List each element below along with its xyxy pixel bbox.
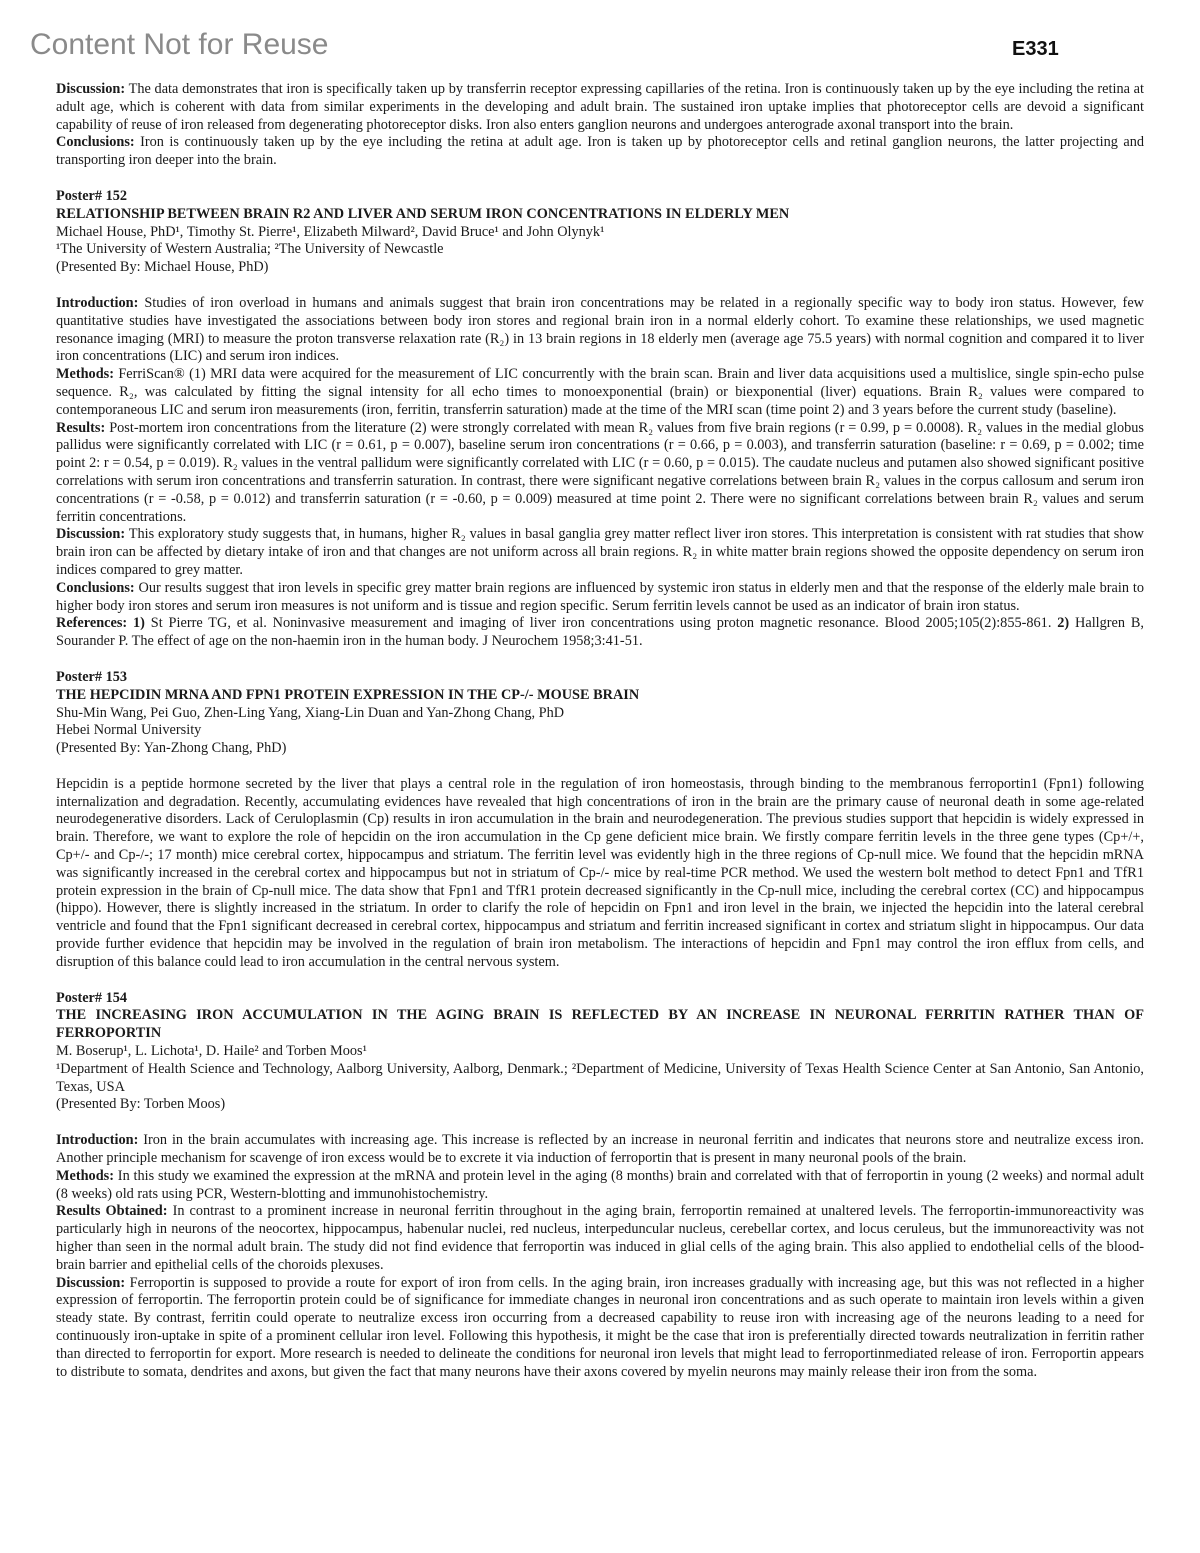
introduction-section [56,295,1144,366]
poster-title: THE INCREASING IRON ACCUMULATION IN THE AGING BRAIN IS REFLECTED BY AN INCREASE IN NEURONAL FERRITIN RATHER THAN OF FERROPORTIN [56,1007,1144,1042]
poster-affiliations: ¹The University of Western Australia; ²The University of Newcastle [56,241,444,258]
discussion-section [56,1275,1144,1382]
introduction-label: Introduction: [56,1132,139,1149]
methods-text: FerriScan® (1) MRI data were acquired for the measurement of LIC concurrently with the brain scan. Brain and liver data acquisitions used a multislice, single spin-echo pulse sequence. R₂, was calculated by fitting the signal intensity for all echo times to monoexponential (brain) or biexponential (liver) equations. Brain R₂ values were compared to contemporaneous LIC and serum iron measurements (iron, ferritin, transferrin saturation) made at the time of the MRI scan (time point 2) and 3 years before the current study (baseline). [56,366,1144,418]
methods-section [56,1168,1144,1204]
poster-presenter: (Presented By: Yan-Zhong Chang, PhD) [56,740,287,757]
discussion-label: Discussion: [56,526,126,543]
continued-discussion [56,81,1144,134]
poster-154 [56,990,1144,1382]
conclusions-label: Conclusions: [56,134,135,151]
abstract-body: Hepcidin is a peptide hormone secreted by the liver that plays a central role in the regulation of iron homeostasis, through binding to the membranous ferroportin1 (Fpn1) following internalization and degradation. Recently, accumulating evidences have revealed that high concentrations of iron in the brain are the primary cause of neuronal death in some age-related neurodegenerative disorders. Lack of Ceruloplasmin (Cp) results in iron accumulation in the brain and neurodegeneration. The previous studies support that hepcidin is widely expressed in brain. Therefore, we want to explore the role of hepcidin on the iron accumulation in the Cp gene deficient mice brain. We firstly compare ferritin levels in the three gene types (Cp+/+, Cp+/- and Cp-/-; 17 month) mice cerebral cortex, hippocampus and striatum. The ferritin level was evidently high in the three regions of Cp-null mice. We found that the hepcidin mRNA was significantly increased in the cerebral cortex and hippocampus but not in striatum of Cp-/- mice by real-time PCR method. We used the western bolt method to detect Fpn1 and TfR1 protein expression in the brain of Cp-null mice. The data show that Fpn1 and TfR1 protein decreased significantly in the Cp-null mice, including the cerebral cortex (CC) and hippocampus (hippo). However, there is slightly increased in the striatum. In order to clarify the role of hepcidin on Fpn1 and iron level in the brain, we injected the hepcidin into the lateral cerebral ventricle and found that the Fpn1 significant decreased in cerebral cortex, hippocampus and striatum and ferritin increased significant in cortex and striatum slight in hippocampus. Our data provide further evidence that hepcidin may be involved in the regulation of brain iron metabolism. The interactions of hepcidin and Fpn1 may control the iron efflux from cells, and disruption of this balance could lead to iron accumulation in the central nervous system. [56,775,1144,970]
reference-2-text: Hallgren B, Sourander P. The effect of age on the non-haemin iron in the human body. J Neurochem 1958;3:41-51. [56,615,1144,650]
page-content [56,81,1144,1381]
poster-authors: Michael House, PhD¹, Timothy St. Pierre¹, Elizabeth Milward², David Bruce¹ and John Olynyk¹ [56,223,605,240]
introduction-label: Introduction: [56,294,139,311]
discussion-label: Discussion: [56,1274,126,1291]
discussion-section [56,526,1144,579]
poster-title: RELATIONSHIP BETWEEN BRAIN R2 AND LIVER AND SERUM IRON CONCENTRATIONS IN ELDERLY MEN [56,205,790,222]
poster-authors: Shu-Min Wang, Pei Guo, Zhen-Ling Yang, Xiang-Lin Duan and Yan-Zhong Chang, PhD [56,704,565,721]
results-label: Results: [56,419,106,436]
conclusions-text: Iron is continuously taken up by the eye including the retina at adult age. Iron is taken up by photoreceptor cells and retinal ganglion neurons, the latter projecting and transporting iron deeper into the brain. [56,134,1144,169]
reference-1-text: St Pierre TG, et al. Noninvasive measurement and imaging of liver iron concentrations using proton magnetic resonance. Blood 2005;105(2):855-861. [144,615,1058,632]
poster-authors: M. Boserup¹, L. Lichota¹, D. Haile² and Torben Moos¹ [56,1043,367,1060]
poster-number: Poster# 153 [56,668,128,685]
references-section [56,615,1144,651]
introduction-text: Studies of iron overload in humans and animals suggest that brain iron concentrations may be related in a regionally specific way to body iron status. However, few quantitative studies have investigated the associations between body iron stores and regional brain iron in a normal elderly cohort. To examine these relationships, we used magnetic resonance imaging (MRI) to measure the proton transverse relaxation rate (R₂) in 13 brain regions in 18 elderly men (average age 75.5 years) with normal cognition and compared it to liver iron concentrations (LIC) and serum iron indices. [56,294,1144,365]
poster-presenter: (Presented By: Michael House, PhD) [56,259,269,276]
conclusions-text: Our results suggest that iron levels in specific grey matter brain regions are influenced by systemic iron status in elderly men and that the response of the elderly male brain to higher body iron stores and serum iron measures is not uniform and is tissue and region specific. Serum ferritin levels cannot be used as an indicator of brain iron status. [56,579,1144,614]
discussion-text: This exploratory study suggests that, in humans, higher R₂ values in basal ganglia grey matter reflect liver iron stores. This interpretation is consistent with rat studies that show brain iron can be affected by dietary intake of iron and that changes are not uniform across all brain regions. R₂ in white matter brain regions showed the opposite dependency on serum iron indices compared to grey matter. [56,526,1144,578]
results-label: Results Obtained: [56,1203,168,1220]
discussion-label: Discussion: [56,81,126,97]
methods-section [56,366,1144,419]
references-label: References: 1) [56,615,145,632]
poster-affiliations: Hebei Normal University [56,722,202,739]
methods-text: In this study we examined the expression at the mRNA and protein level in the aging (8 months) brain and correlated with that of ferroportin in young (2 weeks) and normal adult (8 weeks) old rats using PCR, Western-blotting and immunohistochemistry. [56,1167,1144,1202]
results-section [56,420,1144,527]
poster-153 [56,669,1144,972]
page-code: E331 [1012,38,1059,60]
conclusions-label: Conclusions: [56,579,135,596]
methods-label: Methods: [56,1167,114,1184]
poster-title: THE HEPCIDIN MRNA AND FPN1 PROTEIN EXPRESSION IN THE CP-/- MOUSE BRAIN [56,686,640,703]
continued-conclusions [56,134,1144,170]
introduction-section [56,1132,1144,1168]
results-text: Post-mortem iron concentrations from the literature (2) were strongly correlated with mean R₂ values from five brain regions (r = 0.99, p = 0.0008). R₂ values in the medial globus pallidus were significantly correlated with LIC (r = 0.61, p = 0.007), baseline serum iron concentrations (r = 0.66, p = 0.003), and transferrin saturation (baseline: r = 0.69, p = 0.002; time point 2: r = 0.54, p = 0.019). R₂ values in the ventral pallidum were significantly correlated with LIC (r = 0.60, p = 0.015). The caudate nucleus and putamen also showed significant positive correlations with serum iron concentrations and transferrin saturation. In contrast, there were significant negative correlations between brain R₂ values in the corpus callosum and serum iron concentrations (r = -0.58, p = 0.012) and transferrin saturation (r = -0.60, p = 0.009) measured at time point 2. There were no significant correlations between brain R₂ values and serum ferritin concentrations. [56,419,1144,525]
results-section [56,1203,1144,1274]
conclusions-section [56,580,1144,616]
discussion-text: Ferroportin is supposed to provide a route for export of iron from cells. In the aging brain, iron increases gradually with increasing age, but this was not reflected in a higher expression of ferroportin. The ferroportin protein could be of significance for immediate changes in neuronal iron concentrations and as such operate to maintain iron levels within a given steady state. By contrast, ferritin could operate to neutralize excess iron occurring from a decreased capability to reuse iron with increasing age of the neurons leading to a need for continuously iron-uptake in spite of a prominent cellular iron level. Following this hypothesis, it might be the case that iron is preferentially directed towards neutralization in ferritin rather than directed to ferroportin for export. More research is needed to delineate the conditions for neuronal iron levels that might lead to ferroportinmediated release of iron. Ferroportin appears to distribute to somata, dendrites and axons, but given the fact that many neurons have their axons covered by myelin neurons may mainly release their iron from the soma. [56,1274,1144,1380]
poster-affiliations: ¹Department of Health Science and Technology, Aalborg University, Aalborg, Denmark.; ²Department of Medicine, University of Texas Health Science Center at San Antonio, San Antonio, Texas, USA [56,1060,1144,1095]
poster-152 [56,188,1144,651]
watermark: Content Not for Reuse [30,28,329,61]
poster-presenter: (Presented By: Torben Moos) [56,1096,226,1113]
poster-number: Poster# 154 [56,989,128,1006]
introduction-text: Iron in the brain accumulates with increasing age. This increase is reflected by an increase in neuronal ferritin and indicates that neurons store and neutralize excess iron. Another principle mechanism for scavenge of iron excess would be to excrete it via induction of ferroportin that is present in many neuronal pools of the brain. [56,1132,1144,1167]
methods-label: Methods: [56,366,114,383]
reference-2-marker: 2) [1057,615,1070,632]
results-text: In contrast to a prominent increase in neuronal ferritin throughout in the aging brain, ferroportin remained at unaltered levels. The ferroportin-immunoreactivity was particularly high in neurons of the neocortex, hippocampus, habenular nuclei, red nucleus, interpeduncular nucleus, cerebellar cortex, and locus ceruleus, but the immunoreactivity was not higher than seen in the normal adult brain. The study did not find evidence that ferroportin was induced in glial cells of the aging brain. This also applied to endothelial cells of the blood-brain barrier and epithelial cells of the choroids plexuses. [56,1203,1144,1273]
poster-number: Poster# 152 [56,187,128,204]
discussion-text: The data demonstrates that iron is specifically taken up by transferrin receptor expressing capillaries of the retina. Iron is continuously taken up by the eye including the retina at adult age, which is coherent with data from similar experiments in the developing and adult brain. The sustained iron uptake implies that photoreceptor cells are devoid a significant capability of reuse of iron released from degenerating photoreceptor disks. Iron also enters ganglion neurons and undergoes anterograde axonal transport into the brain. [56,81,1144,133]
